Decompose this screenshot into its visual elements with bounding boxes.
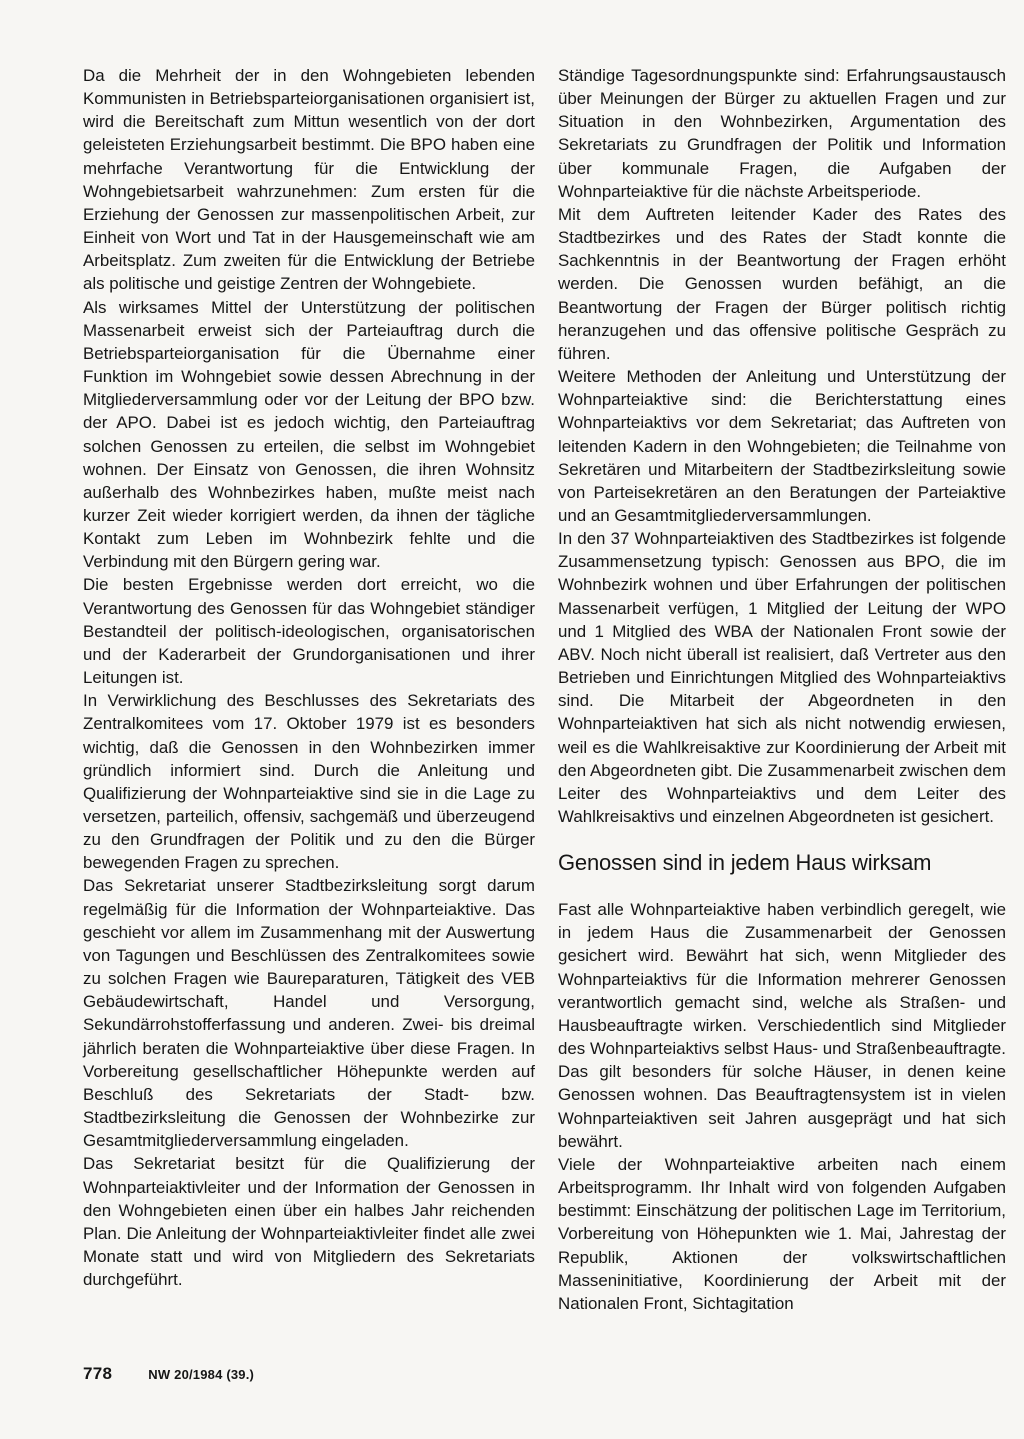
right-column xyxy=(558,64,1006,1315)
right-paragraph-2: Mit dem Auftreten leitender Kader des Rates des Stadtbezirkes und des Rates der Stadt konnte die Sachkenntnis in der Beantwortung der Fragen erhöht werden. Die Genossen wurden befähigt, an die Beantwortung der Fragen der Bürger politisch richtig heranzugehen und das offensive politische Gespräch zu führen. xyxy=(558,204,1006,363)
right-paragraph-5: Fast alle Wohnparteiaktive haben verbindlich geregelt, wie in jedem Haus die Zusammenarbeit der Genossen gesichert wird. Bewährt hat sich, wenn Mitglieder des Wohnparteiaktivs für die Information mehrerer Genossen verantwortlich gemacht sind, welche als Straßen- und Hausbeauftragte wirken. Verschiedentlich sind Mitglieder des Wohnparteiaktivs selbst Haus- und Straßenbeauftragte. Das gilt besonders für solche Häuser, in denen keine Genossen wohnen. Das Beauftragtensystem ist in vielen Wohnparteiaktiven seit Jahren ausgeprägt und hat sich bewährt. xyxy=(558,900,1006,1151)
page-number: 778 xyxy=(83,1364,113,1383)
left-paragraph-3: Die besten Ergebnisse werden dort erreicht, wo die Verantwortung des Genossen für das Wohngebiet ständiger Bestandteil der politisch-ideologischen, organisatorischen und der Kaderarbeit der Grundorganisationen und ihrer Leitungen ist. xyxy=(83,575,535,688)
issue-reference: NW 20/1984 (39.) xyxy=(148,1367,255,1382)
right-paragraph-6: Viele der Wohnparteiaktive arbeiten nach einem Arbeitsprogramm. Ihr Inhalt wird von folgenden Aufgaben bestimmt: Einschätzung der politischen Lage im Territorium, Vorbereitung von Höhepunkten wie 1. Mai, Jahrestag der Republik, Aktionen der volkswirtschaftlichen Masseninitiative, Koordinierung der Arbeit mit der Nationalen Front, Sichtagitation xyxy=(558,1154,1006,1313)
left-paragraph-2: Als wirksames Mittel der Unterstützung der politischen Massenarbeit erweist sich der Parteiauftrag durch die Betriebsparteiorganisation für die Übernahme einer Funktion im Wohngebiet sowie dessen Abrechnung in der Mitgliederversammlung oder vor der Leitung der BPO bzw. der APO. Dabei ist es jedoch wichtig, den Parteiauftrag solchen Genossen zu erteilen, die selbst im Wohngebiet wohnen. Der Einsatz von Genossen, die ihren Wohnsitz außerhalb des Wohnbezirkes haben, mußte meist nach kurzer Zeit wieder korrigiert werden, da ihnen der tägliche Kontakt zum Leben im Wohnbezirk fehlte und die Verbindung mit den Bürgern gering war. xyxy=(83,297,535,572)
right-paragraph-4: In den 37 Wohnparteiaktiven des Stadtbezirkes ist folgende Zusammensetzung typisch: Genossen aus BPO, die im Wohnbezirk wohnen und über Erfahrungen der politischen Massenarbeit verfügen, 1 Mitglied der Leitung der WPO und 1 Mitglied des WBA der Nationalen Front sowie der ABV. Noch nicht überall ist realisiert, daß Vertreter aus den Betrieben und Einrichtungen Mitglied des Wohnparteiaktivs sind. Die Mitarbeit der Abgeordneten in den Wohnparteiaktiven hat sich als nicht notwendig erwiesen, weil es die Wahlkreisaktive zur Koordinierung der Arbeit mit den Abgeordneten gibt. Die Zusammenarbeit zwischen dem Leiter des Wohnparteiaktivs und dem Leiter des Wahlkreisaktivs und einzelnen Abgeordneten ist gesichert. xyxy=(558,529,1006,826)
left-paragraph-6: Das Sekretariat besitzt für die Qualifizierung der Wohnparteiaktivleiter und der Information der Genossen in den Wohngebieten einen über ein halbes Jahr reichenden Plan. Die Anleitung der Wohnparteiaktivleiter findet alle zwei Monate statt und wird von Mitgliedern des Sekretariats durchgeführt. xyxy=(83,1154,535,1290)
right-paragraph-3: Weitere Methoden der Anleitung und Unterstützung der Wohnparteiaktive sind: die Berichterstattung eines Wohnparteiaktivs vor dem Sekretariat; das Auftreten von leitenden Kadern in den Wohngebieten; die Teilnahme von Sekretären und Mitarbeitern der Stadtbezirksleitung sowie von Parteisekretären an den Beratungen der Parteiaktive und an Gesamtmitgliederversammlungen. xyxy=(558,367,1006,525)
right-paragraph-1: Ständige Tagesordnungspunkte sind: Erfahrungsaustausch über Meinungen der Bürger zu aktuellen Fragen und zur Situation in den Wohnbezirken, Argumentation des Sekretariats zu Grundfragen der Politik und Information über kommunale Fragen, die Aufgaben der Wohnparteiaktive für die nächste Arbeitsperiode. xyxy=(558,66,1006,201)
left-column xyxy=(83,64,535,1291)
left-paragraph-1: Da die Mehrheit der in den Wohngebieten lebenden Kommunisten in Betriebsparteiorganisationen organisiert ist, wird die Bereitschaft zum Mittun wesentlich von der dort geleisteten Erziehungsarbeit bestimmt. Die BPO haben eine mehrfache Verantwortung für die Entwicklung der Wohngebietsarbeit wahrzunehmen: Zum ersten für die Erziehung der Genossen zur massenpolitischen Arbeit, zur Einheit von Wort und Tat in der Hausgemeinschaft wie am Arbeitsplatz. Zum zweiten für die Entwicklung der Betriebe als politische und geistige Zentren der Wohngebiete. xyxy=(83,66,535,294)
left-paragraph-5: Das Sekretariat unserer Stadtbezirksleitung sorgt darum regelmäßig für die Information der Wohnparteiaktive. Das geschieht vor allem im Zusammenhang mit der Auswertung von Tagungen und Beschlüssen des Zentralkomitees sowie zu solchen Fragen wie Baureparaturen, Tätigkeit des VEB Gebäudewirtschaft, Handel und Versorgung, Sekundärrohstofferfassung und anderen. Zwei- bis dreimal jährlich beraten die Wohnparteiaktive über diese Fragen. In Vorbereitung gesellschaftlicher Höhepunkte werden auf Beschluß des Sekretariats der Stadt- bzw. Stadtbezirksleitung die Genossen der Wohnbezirke zur Gesamtmitgliederversammlung eingeladen. xyxy=(83,876,535,1151)
left-paragraph-4: In Verwirklichung des Beschlusses des Sekretariats des Zentralkomitees vom 17. Oktober 1979 ist es besonders wichtig, daß die Genossen in den Wohnbezirken immer gründlich informiert sind. Durch die Anleitung und Qualifizierung der Wohnparteiaktive sind sie in die Lage zu versetzen, parteilich, offensiv, sachgemäß und überzeugend zu den Grundfragen der Politik und zu den die Bürger bewegenden Fragen zu sprechen. xyxy=(83,691,535,873)
page-footer xyxy=(83,1364,254,1384)
section-heading: Genossen sind in jedem Haus wirksam xyxy=(558,850,932,876)
